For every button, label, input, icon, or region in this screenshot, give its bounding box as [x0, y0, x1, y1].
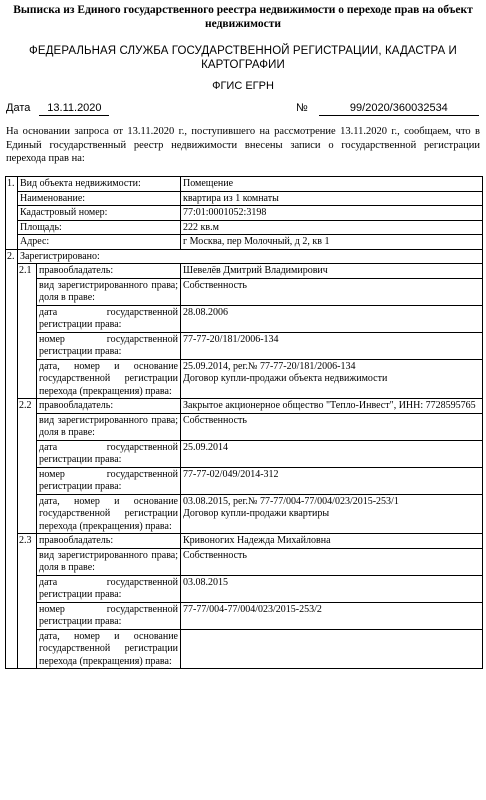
table-row	[6, 629, 483, 669]
field-value: 77:01:0001052:3198	[181, 206, 483, 221]
field-label: Наименование:	[18, 191, 181, 206]
table-row	[6, 177, 483, 192]
table-row	[6, 602, 483, 629]
right-type-label: вид зарегистрированного права; доля в праве:	[37, 278, 181, 305]
registration-date-value: 28.08.2006	[181, 305, 483, 332]
registration-number-label: номер государственной регистрации права:	[37, 467, 181, 494]
transfer-basis-line: Договор купли-продажи квартиры	[183, 508, 330, 519]
holder-label: правообладатель:	[37, 534, 181, 549]
registration-number-value: 77-77/004-77/004/023/2015-253/2	[181, 602, 483, 629]
table-row	[6, 413, 483, 440]
agency-name: ФЕДЕРАЛЬНАЯ СЛУЖБА ГОСУДАРСТВЕННОЙ РЕГИСТРАЦИИ, КАДАСТРА И КАРТОГРАФИИ	[29, 45, 457, 71]
registration-date-label: дата государственной регистрации права:	[37, 305, 181, 332]
section-number: 1.	[6, 177, 18, 250]
registry-table	[5, 176, 483, 669]
field-value: г Москва, пер Молочный, д 2, кв 1	[181, 235, 483, 250]
number-label: №	[296, 102, 308, 114]
transfer-basis-label: дата, номер и основание государственной регистрации перехода (прекращения) права:	[37, 494, 181, 534]
right-type-value: Собственность	[181, 413, 483, 440]
table-row	[6, 264, 483, 279]
section-number: 2.	[6, 249, 18, 669]
table-row	[6, 278, 483, 305]
table-row	[6, 534, 483, 549]
field-value: 222 кв.м	[181, 220, 483, 235]
table-row	[6, 191, 483, 206]
transfer-basis-label: дата, номер и основание государственной регистрации перехода (прекращения) права:	[37, 629, 181, 669]
registration-number-label: номер государственной регистрации права:	[37, 602, 181, 629]
holder-value: Шевелёв Дмитрий Владимирович	[181, 264, 483, 279]
transfer-basis-label: дата, номер и основание государственной регистрации перехода (прекращения) права:	[37, 359, 181, 399]
holder-value: Кривоногих Надежда Михайловна	[181, 534, 483, 549]
number-block	[296, 100, 479, 116]
date-value: 13.11.2020	[39, 101, 109, 116]
table-row	[6, 467, 483, 494]
intro-paragraph: На основании запроса от 13.11.2020 г., поступившего на рассмотрение 13.11.2020 г., сообщаем, что в Единый государственный реестр недвижимости внесены записи о государственной регистрации перехода прав на:	[6, 126, 480, 164]
field-label: Адрес:	[18, 235, 181, 250]
holder-number: 2.3	[18, 534, 37, 669]
section-label: Зарегистрировано:	[18, 249, 483, 264]
holder-number: 2.1	[18, 264, 37, 399]
table-row	[6, 220, 483, 235]
right-type-label: вид зарегистрированного права; доля в праве:	[37, 413, 181, 440]
holder-value: Закрытое акционерное общество "Тепло-Инвест", ИНН: 7728595765	[181, 399, 483, 414]
table-row	[6, 440, 483, 467]
transfer-basis-line: Договор купли-продажи объекта недвижимости	[183, 373, 388, 384]
registration-date-value: 03.08.2015	[181, 575, 483, 602]
field-label: Кадастровый номер:	[18, 206, 181, 221]
table-row	[6, 399, 483, 414]
transfer-basis-line: 03.08.2015, рег.№ 77-77/004-77/004/023/2015-253/1	[183, 495, 399, 507]
table-row	[6, 305, 483, 332]
registration-number-value: 77-77-02/049/2014-312	[181, 467, 483, 494]
registration-date-label: дата государственной регистрации права:	[37, 575, 181, 602]
transfer-basis-value	[181, 359, 483, 399]
table-row	[6, 332, 483, 359]
registration-number-value: 77-77-20/181/2006-134	[181, 332, 483, 359]
table-row	[6, 206, 483, 221]
field-value: Помещение	[181, 177, 483, 192]
right-type-value: Собственность	[181, 548, 483, 575]
registration-number-label: номер государственной регистрации права:	[37, 332, 181, 359]
document-title: Выписка из Единого государственного реестра недвижимости о переходе прав на объект недвижимости	[13, 4, 473, 30]
transfer-basis-value	[181, 629, 483, 669]
holder-number: 2.2	[18, 399, 37, 534]
table-row	[6, 249, 483, 264]
field-label: Площадь:	[18, 220, 181, 235]
number-value: 99/2020/360032534	[319, 101, 479, 116]
holder-label: правообладатель:	[37, 264, 181, 279]
registration-date-value: 25.09.2014	[181, 440, 483, 467]
holder-label: правообладатель:	[37, 399, 181, 414]
table-row	[6, 494, 483, 534]
date-block	[6, 100, 109, 116]
table-row	[6, 548, 483, 575]
table-row	[6, 575, 483, 602]
system-name: ФГИС ЕГРН	[212, 80, 274, 92]
field-value: квартира из 1 комнаты	[181, 191, 483, 206]
registration-date-label: дата государственной регистрации права:	[37, 440, 181, 467]
table-row	[6, 359, 483, 399]
right-type-label: вид зарегистрированного права; доля в праве:	[37, 548, 181, 575]
date-label: Дата	[6, 102, 31, 114]
transfer-basis-value	[181, 494, 483, 534]
transfer-basis-line: 25.09.2014, рег.№ 77-77-20/181/2006-134	[183, 360, 356, 372]
field-label: Вид объекта недвижимости:	[18, 177, 181, 192]
right-type-value: Собственность	[181, 278, 483, 305]
table-row	[6, 235, 483, 250]
